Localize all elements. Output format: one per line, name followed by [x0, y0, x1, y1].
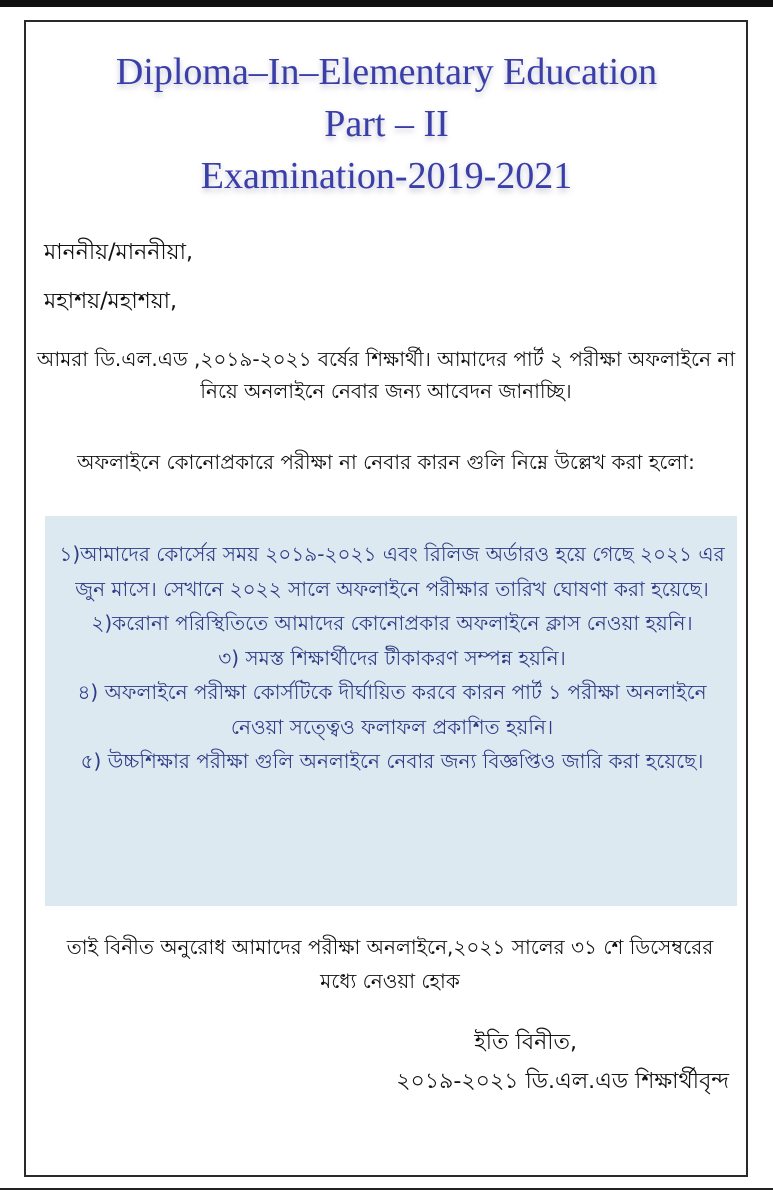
salutation-line-2: মহাশয়/মহাশয়া,	[44, 289, 178, 314]
reason-item: ৩) সমস্ত শিক্ষার্থীদের টীকাকরণ সম্পন্ন হয়নি।	[218, 645, 566, 670]
reason-item: ৫) উচ্চশিক্ষার পরীক্ষা গুলি অনলাইনে নেবার জন্য বিজ্ঞপ্তিও জারি করা হয়েছে।	[80, 749, 704, 773]
reason-item: ১)আমাদের কোর্সের সময় ২০১৯-২০২১ এবং রিলিজ অর্ডারও হয়ে গেছে ২০২১ এর জুন মাসে। সেখানে ২০২২ সালে অফলাইনে পরীক্ষার তারিখ ঘোষণা করা হয়েছে।	[59, 542, 725, 601]
reasons-list	[50, 537, 734, 779]
request-paragraph: তাই বিনীত অনুরোধ আমাদের পরীক্ষা অনলাইনে,২০২১ সালের ৩১ শে ডিসেম্বরের মধ্যে নেওয়া হোক	[66, 935, 714, 993]
title-line-2: Part – II	[324, 103, 449, 145]
bottom-border-line	[0, 1188, 773, 1190]
intro-paragraph: আমরা ডি.এল.এড ,২০১৯-২০২১ বর্ষের শিক্ষার্থী। আমাদের পার্ট ২ পরীক্ষা অফলাইনে না নিয়ে অনলাইনে নেবার জন্য আবেদন জানাচ্ছি।	[36, 347, 736, 403]
title-line-1: Diploma–In–Elementary Education	[115, 51, 658, 93]
title-line-3: Examination-2019-2021	[200, 155, 573, 197]
reason-item: ২)করোনা পরিস্থিতিতে আমাদের কোনোপ্রকার অফলাইনে ক্লাস নেওয়া হয়নি।	[91, 611, 693, 635]
top-border-bar	[0, 0, 773, 7]
reasons-intro: অফলাইনে কোনোপ্রকারে পরীক্ষা না নেবার কারন গুলি নিম্নে উল্লেখ করা হলো:	[77, 450, 695, 474]
salutation-line-1: মাননীয়/মাননীয়া,	[44, 240, 194, 265]
closing-signature: ২০১৯-২০২১ ডি.এল.এড শিক্ষার্থীবৃন্দ	[396, 1069, 729, 1094]
reason-item: ৪) অফলাইনে পরীক্ষা কোর্সটিকে দীর্ঘায়িত করবে কারন পার্ট ১ পরীক্ষা অনলাইনে নেওয়া সত্ত্বেও ফলাফল প্রকাশিত হয়নি।	[77, 680, 707, 739]
closing-line-1: ইতি বিনীত,	[474, 1030, 577, 1055]
